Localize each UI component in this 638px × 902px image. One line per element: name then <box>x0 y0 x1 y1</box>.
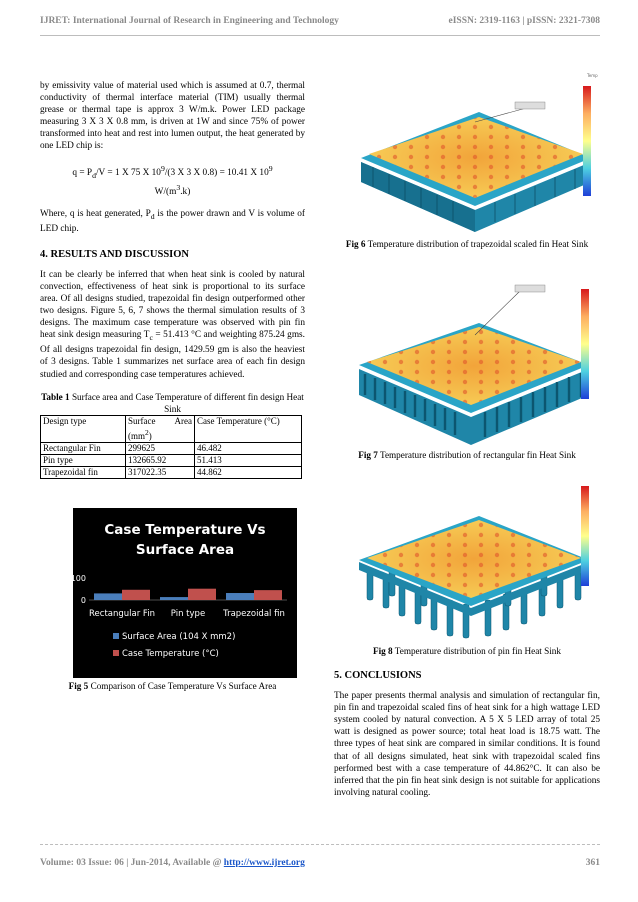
footer-rule <box>40 844 600 845</box>
header-design: Design type <box>41 415 126 442</box>
header-temp: Case Temperature (°C) <box>195 415 302 442</box>
caption-text: Temperature distribution of rectangular fin Heat Sink <box>377 450 576 460</box>
x-tick-label: Rectangular Fin <box>89 609 155 619</box>
legend-label: Surface Area (104 X mm2) <box>122 632 236 642</box>
table-row <box>41 442 302 454</box>
table-row <box>41 454 302 466</box>
paragraph-results <box>40 269 305 381</box>
eq-part: .k) <box>180 186 191 197</box>
text-sub: d <box>150 211 155 221</box>
x-tick-label: Pin type <box>170 609 206 619</box>
bar-chart-fig5 <box>70 508 297 678</box>
bar-case-temperature <box>188 589 216 600</box>
caption-text: Comparison of Case Temperature Vs Surface Area <box>88 681 277 691</box>
eq-part: /V = 1 X 75 X 10 <box>95 167 161 178</box>
issn: eISSN: 2319-1163 | pISSN: 2321-7308 <box>448 16 600 26</box>
caption-label: Fig 8 <box>372 646 393 656</box>
right-column-text <box>334 670 600 799</box>
text-sub: c <box>149 333 153 343</box>
x-tick-label: Trapezoidal fin <box>223 609 285 619</box>
footer-volume: Volume: 03 Issue: 06 | Jun-2014, Available @ <box>40 858 224 868</box>
bar-surface-area <box>94 593 122 600</box>
table-header-row <box>41 415 302 442</box>
eq-part: W/(m <box>154 186 177 197</box>
eq-sup: 9 <box>268 163 273 173</box>
cell-temp: 44.862 <box>195 466 302 478</box>
fig8-pinfin-heatsink-image <box>345 480 610 640</box>
section-heading-5: 5. CONCLUSIONS <box>334 670 422 681</box>
eq-part: q = P <box>72 167 93 178</box>
cell-design: Trapezoidal fin <box>41 466 126 478</box>
cell-area: 299625 <box>126 442 195 454</box>
text-part: = 51.413 °C and weighting 875.24 gms. Of all designs trapezoidal fin design, 1429.59 gm is also the heaviest of 3 designs. Table 1 summarizes net surface area of each fin design studied and corresponding case temperatures achieved. <box>40 330 305 380</box>
text-part: Where, q is heat generated, P <box>40 208 151 219</box>
journal-name: IJRET: International Journal of Research in Engineering and Technology <box>40 16 339 26</box>
paragraph-conclusion: The paper presents thermal analysis and simulation of rectangular fin, pin fin and trapezoidal scaled fins of heat sink for a high wattage LED system cooled by natural convection. A 5 X 5 LED array of total 25 watt is designed as power source; total heat load is 18.75 watt. The three types of heat sink are compared in similar conditions. It is found that of all designs simulated, heat sink with trapezoidal scaled fins performed best with a case temperature of 44.862°C. It can also be inferred that the pin fin heat sink design is not suitable for applications involving natural cooling. <box>334 691 600 798</box>
caption-label: Fig 6 <box>345 239 366 249</box>
footer-link[interactable]: http://www.ijret.org <box>223 858 305 868</box>
table-row <box>41 466 302 478</box>
page-number: 361 <box>585 858 600 868</box>
fig6-trapezoidal-heatsink-image <box>355 62 610 234</box>
fig7-caption <box>334 449 600 461</box>
header-area-text: ) <box>148 430 152 441</box>
legend-swatch <box>113 633 119 639</box>
page-footer <box>40 858 600 868</box>
bar-surface-area <box>226 593 254 600</box>
results-table <box>40 415 302 479</box>
cell-design: Rectangular Fin <box>41 442 126 454</box>
fig8-caption <box>334 645 600 657</box>
section-heading-4: 4. RESULTS AND DISCUSSION <box>40 248 189 260</box>
text-part: is the power drawn and V is volume of LED chip. <box>40 208 305 234</box>
y-tick-label: 100 <box>70 574 86 583</box>
caption-label: Table 1 <box>41 391 70 402</box>
cell-area: 132665.92 <box>126 454 195 466</box>
cell-design: Pin type <box>41 454 126 466</box>
eq-part: /(3 X 3 X 0.8) = 10.41 X 10 <box>164 167 269 178</box>
legend-label: Case Temperature (°C) <box>122 649 219 659</box>
table-caption <box>40 391 305 415</box>
fig6-caption <box>334 238 600 250</box>
caption-text: Temperature distribution of pin fin Heat Sink <box>392 646 561 656</box>
caption-label: Fig 5 <box>68 681 89 691</box>
header-area-sup: 2 <box>145 427 149 437</box>
chart-title: Surface Area <box>135 542 235 558</box>
header-area-text: Surface Area (mm <box>128 415 192 441</box>
paragraph-emissivity: by emissivity value of material used which is assumed at 0.7, thermal conductivity of thermal interface material (TIM) usually thermal grease or thermal tape is approx 3 W/m.k. Power LED package measuring 3 X 3 X 0.8 mm, is driven at 1W and since 75% of power transformed into heat and rest into lumen output, the heat generated by one LED chip is: <box>40 81 305 152</box>
header-rule <box>40 35 600 36</box>
bar-case-temperature <box>254 590 282 600</box>
y-tick-label: 0 <box>80 596 86 605</box>
legend-swatch <box>113 650 119 656</box>
eq-sup: 3 <box>176 182 181 192</box>
text-part: It can be clearly be inferred that when heat sink is cooled by natural convection, effectiveness of heat sink is proportional to its surface area. Of all designs studied, trapezoidal fin design outperformed other two designs. Figure 5, 6, 7 shows the thermal simulation results of 3 designs. The maximum case temperature was observed with pin fin heat sink design measuring T <box>40 269 305 341</box>
cell-temp: 46.482 <box>195 442 302 454</box>
eq-sub: d <box>92 170 96 180</box>
header-area <box>126 415 195 442</box>
caption-text: Temperature distribution of trapezoidal scaled fin Heat Sink <box>365 239 589 249</box>
caption-label: Fig 7 <box>358 450 378 460</box>
bar-surface-area <box>160 597 188 600</box>
paragraph-where <box>40 208 305 235</box>
bar-case-temperature <box>122 590 150 600</box>
caption-text: Surface area and Case Temperature of different fin design Heat Sink <box>69 391 304 414</box>
equation <box>40 163 305 198</box>
svg-text:Temp: Temp <box>587 73 598 78</box>
chart-svg <box>70 508 297 678</box>
cell-temp: 51.413 <box>195 454 302 466</box>
chart-title: Case Temperature Vs <box>104 522 266 538</box>
page-header <box>40 16 600 26</box>
fig5-caption <box>40 680 305 692</box>
eq-sup: 9 <box>160 163 165 173</box>
fig7-rectangular-heatsink-image <box>345 277 610 447</box>
left-column <box>40 80 305 479</box>
cell-area: 317022.35 <box>126 466 195 478</box>
